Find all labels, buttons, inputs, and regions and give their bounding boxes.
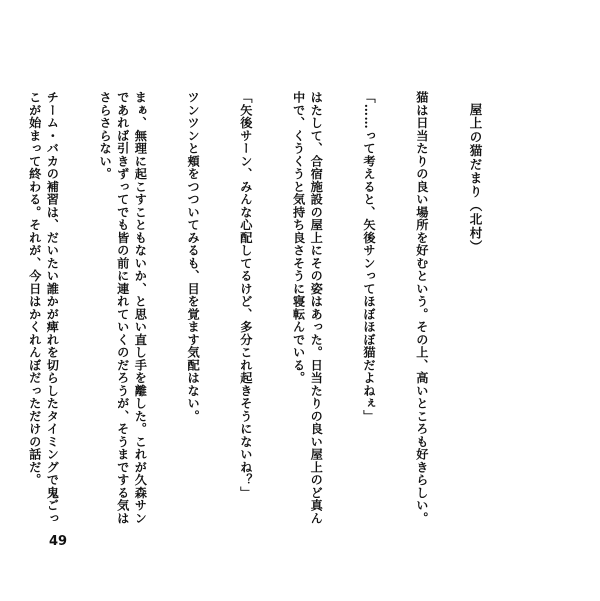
page-number: 49 — [49, 534, 68, 549]
paragraph: 「矢後サーン、みんな心配してるけど、多分これ起きそうにないね？」 — [238, 91, 253, 499]
paragraph: ツンツンと頬をつついてみるも、目を覚ます気配はない。 — [186, 91, 201, 423]
paragraph: 「……って考えると、矢後サンってほぼほぼ猫だよねぇ」 — [362, 91, 377, 423]
paragraph: 猫は日当たりの良い場所を好むという。その上、高いところも好きらしい。 — [414, 91, 429, 525]
paragraph: まぁ、無理に起こすこともないか、と思い直し手を離した。これが久森サンであれば引きずってでも皆の前に連れていくのだろうが、そうまでする気はさらさらない。 — [98, 91, 148, 525]
paragraph: はたして、合宿施設の屋上にその姿はあった。日当たりの良い屋上のど真ん中で、くうくうと気持ち良さそうに寝転んでいる。 — [291, 91, 324, 525]
chapter-title: 屋上の猫だまり（北村） — [468, 103, 483, 254]
paragraph: チーム・バカの補習は、だいたい誰かが痺れを切らしたタイミングで鬼ごっこが始まって終わる。それが、今日はかくれんぼだっただけの話だ。 — [27, 91, 60, 525]
body-text — [27, 91, 465, 531]
